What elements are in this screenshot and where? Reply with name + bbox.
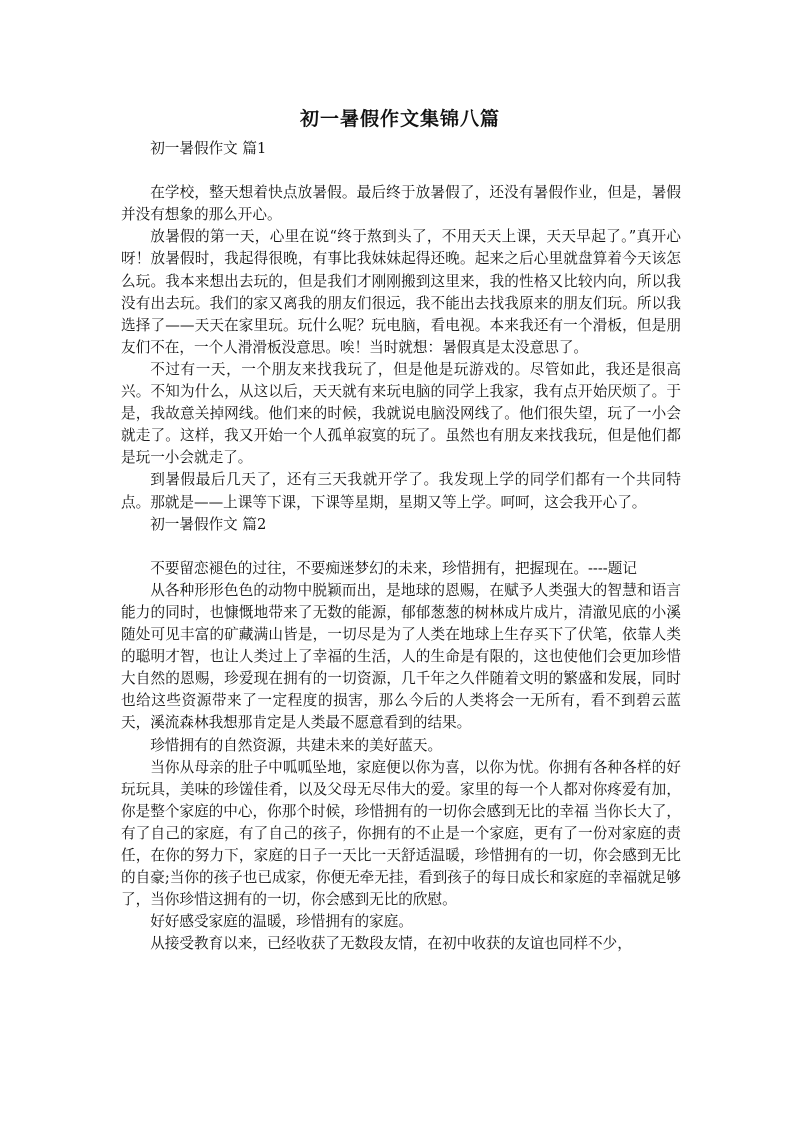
blank-line — [121, 160, 681, 182]
document-title: 初一暑假作文集锦八篇 — [299, 108, 500, 130]
paragraph: 从接受教育以来，已经收获了无数段友情，在初中收获的友谊也同样不少， — [150, 935, 632, 953]
paragraph: 当你从母亲的肚子中呱呱坠地，家庭便以你为喜，以你为忧。你拥有各种各样的好玩玩具，美味的珍馐佳肴，以及父母无尽伟大的爱。家里的每一个人都对你疼爱有加，你是整个家庭的中心，你那个时候，珍惜拥有的一切你会感到无比的幸福 当你长大了，有了自己的家庭，有了自己的孩子，你拥有的不止是一个家庭，更有了一份对家庭的责任，在你的努力下，家庭的日子一天比一天舒适温暖，珍惜拥有的一切，你会感到无比的自豪;当你的孩子也已成家，你便无牵无挂，看到孩子的每日成长和家庭的幸福就足够了，当你珍惜这拥有的一切，你会感到无比的欣慰。 — [121, 758, 681, 909]
paragraph: 到暑假最后几天了，还有三天我就开学了。我发现上学的同学们都有一个共同特点。那就是——上课等下课，下课等星期，星期又等上学。呵呵，这会我开心了。 — [121, 471, 681, 511]
paragraph: 放暑假的第一天，心里在说“终于熬到头了，不用天天上课，天天早起了。”真开心呀！放暑假时，我起得很晚，有事比我妹妹起得还晚。起来之后心里就盘算着今天该怎么玩。我本来想出去玩的，但是我们才刚刚搬到这里来，我的性格又比较内向，所以我没有出去玩。我们的家又离我的朋友们很远，我不能出去找我原来的朋友们玩。所以我选择了——天天在家里玩。玩什么呢？玩电脑，看电视。本来我还有一个滑板，但是朋友们不在，一个人滑滑板没意思。唉！当时就想：暑假真是太没意思了。 — [121, 228, 681, 356]
section-heading: 初一暑假作文 篇1 — [150, 140, 267, 157]
blank-line — [121, 536, 681, 558]
paragraph: 在学校，整天想着快点放暑假。最后终于放暑假了，还没有暑假作业，但是，暑假并没有想象的那么开心。 — [121, 184, 681, 224]
paragraph: 不过有一天，一个朋友来找我玩了，但是他是玩游戏的。尽管如此，我还是很高兴。不知为什么，从这以后，天天就有来玩电脑的同学上我家，我有点开始厌烦了。于是，我故意关掉网线。他们来的时候，我就说电脑没网线了。他们很失望，玩了一小会就走了。这样，我又开始一个人孤单寂寞的玩了。虽然也有朋友来找我玩，但是他们都是玩一小会就走了。 — [121, 360, 681, 467]
paragraph: 好好感受家庭的温暖，珍惜拥有的家庭。 — [150, 913, 413, 931]
paragraph: 珍惜拥有的自然资源，共建未来的美好蓝天。 — [150, 736, 443, 754]
document-body — [121, 138, 681, 955]
paragraph: 不要留恋褪色的过往，不要痴迷梦幻的未来，珍惜拥有，把握现在。----题记 — [150, 559, 637, 577]
paragraph: 从各种形形色色的动物中脱颖而出，是地球的恩赐，在赋予人类强大的智慧和语言能力的同时，也慷慨地带来了无数的能源，郁郁葱葱的树林成片成片，清澈见底的小溪随处可见丰富的矿藏满山皆是，一切尽是为了人类在地球上生存买下了伏笔，依靠人类的聪明才智，也让人类过上了幸福的生活，人的生命是有限的，这也使他们会更加珍惜大自然的恩赐，珍爱现在拥有的一切资源，几千年之久伴随着文明的繁盛和发展，同时也给这些资源带来了一定程度的损害，那么今后的人类将会一无所有，看不到碧云蓝天，溪流森林我想那肯定是人类最不愿意看到的结果。 — [121, 581, 681, 732]
section-heading: 初一暑假作文 篇2 — [150, 515, 267, 533]
